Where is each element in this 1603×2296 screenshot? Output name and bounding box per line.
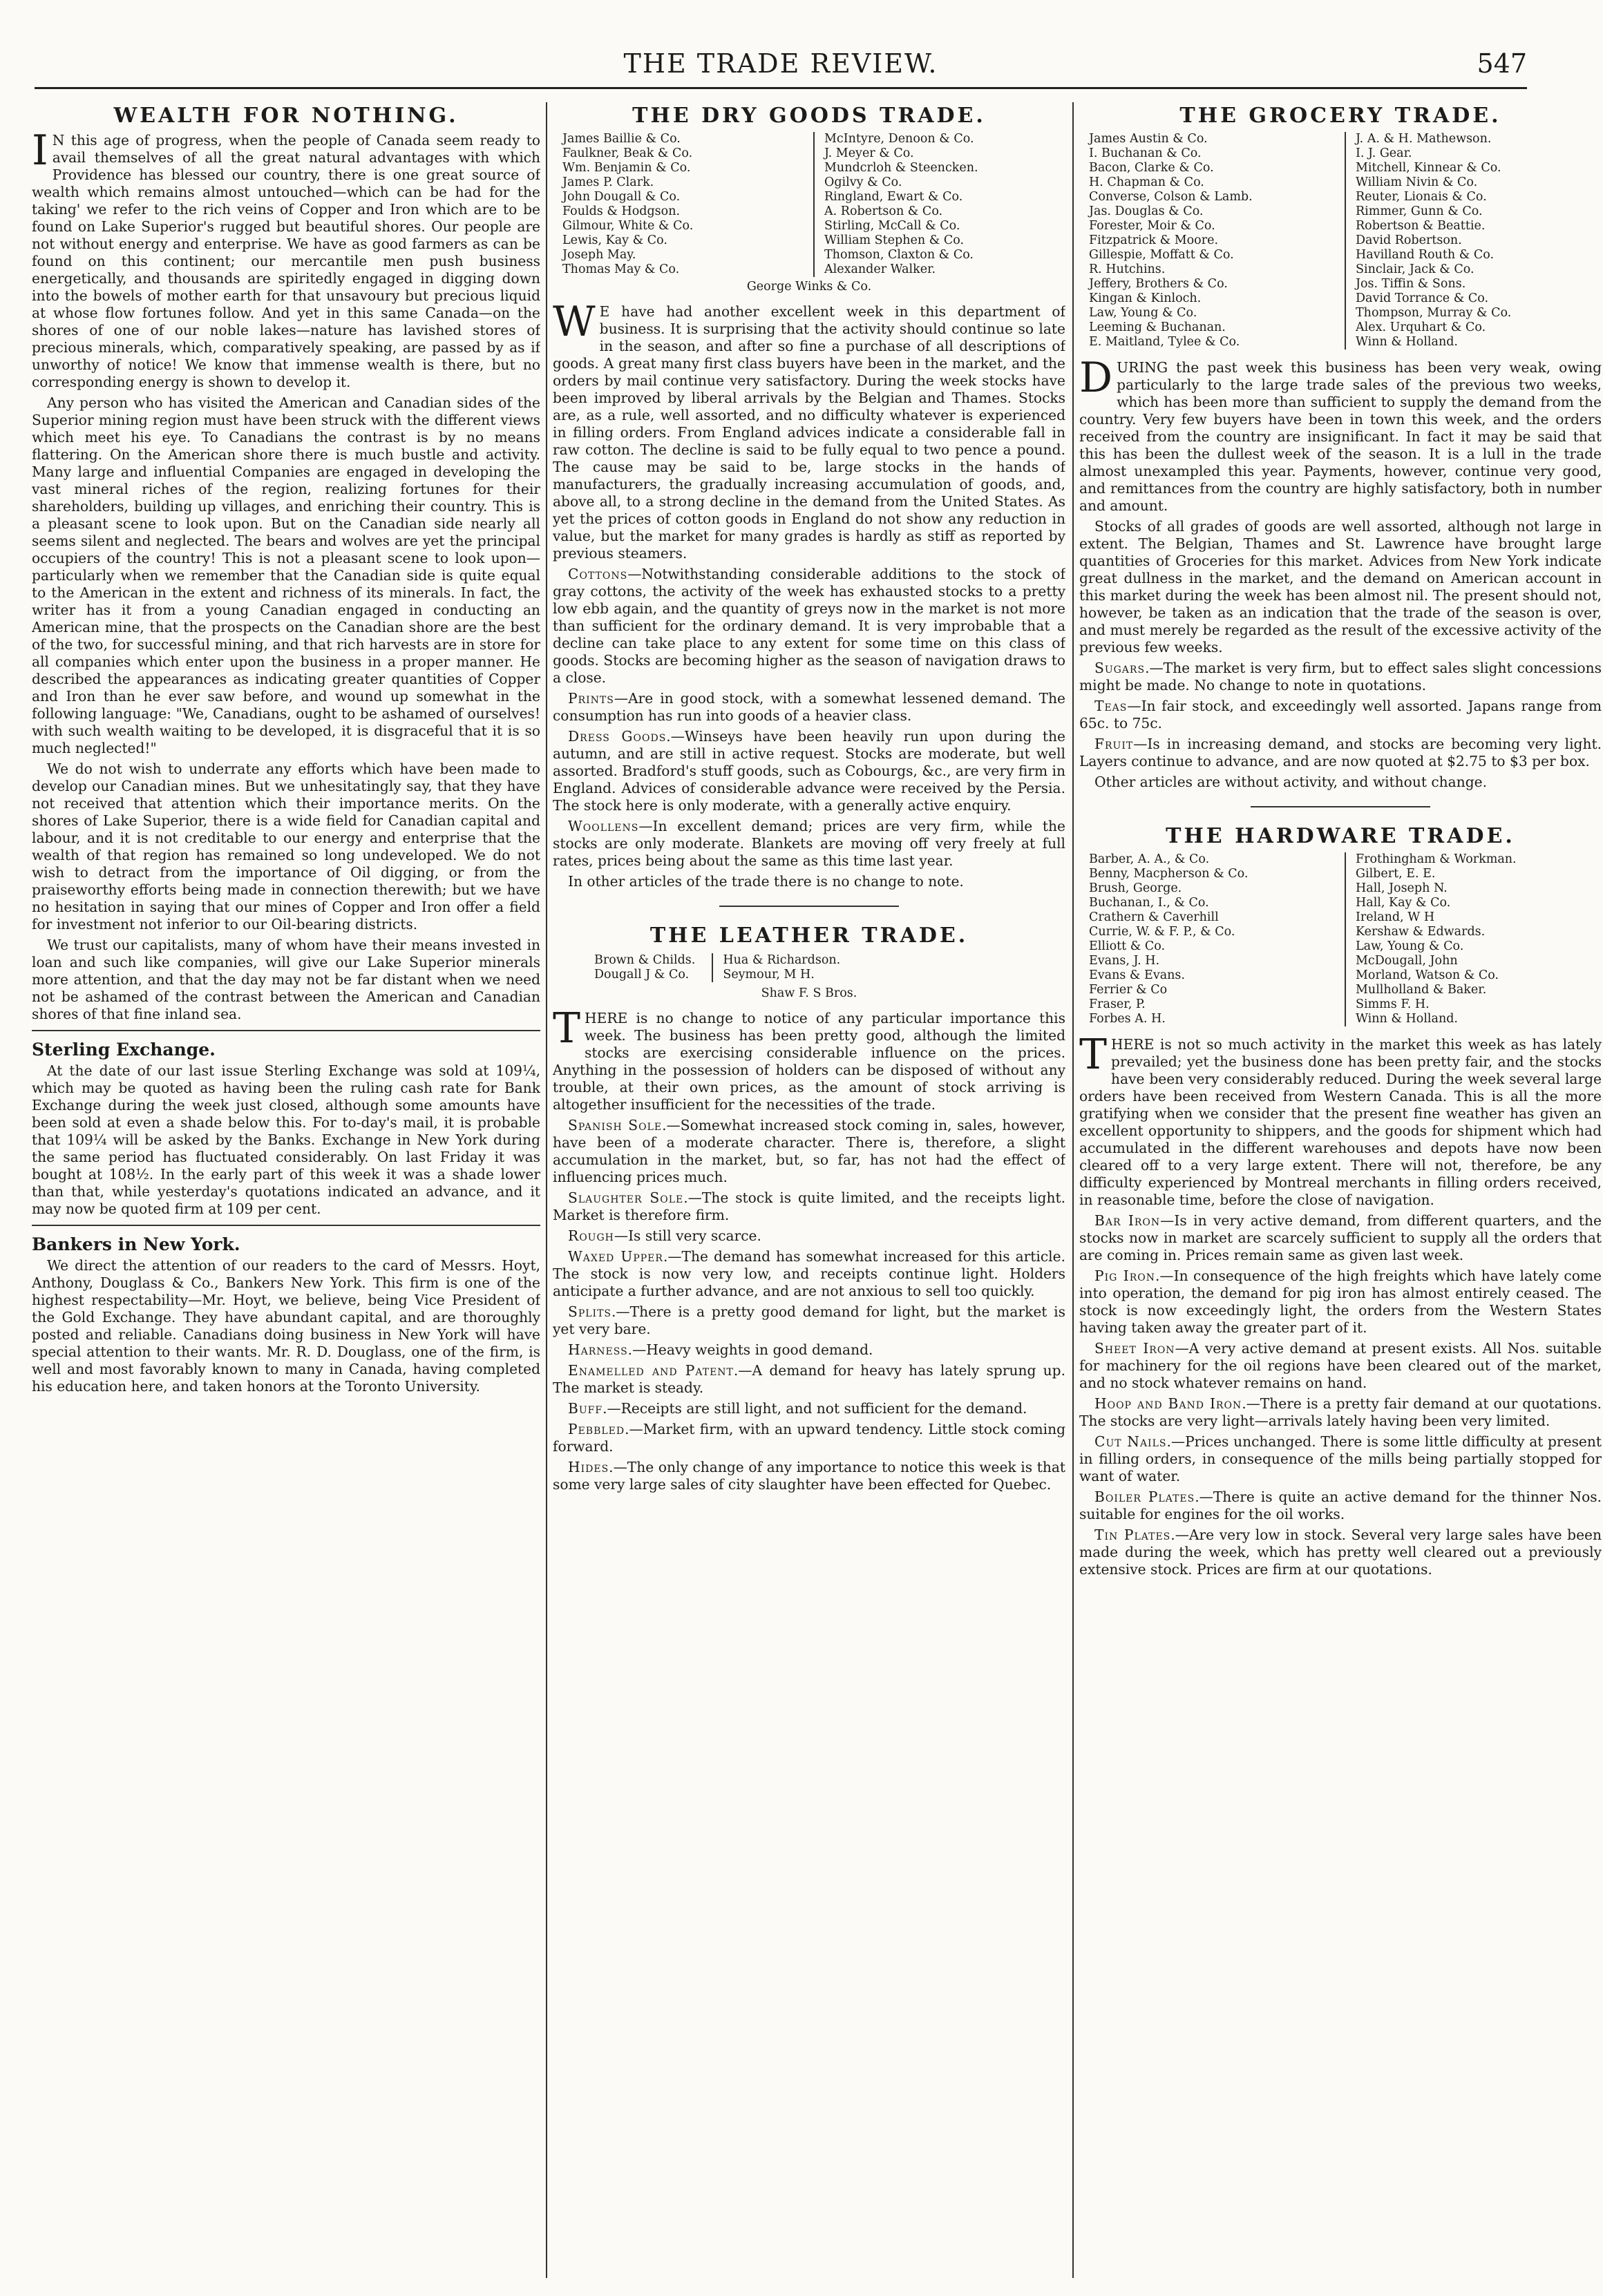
masthead-title: THE TRADE REVIEW. [623, 48, 938, 79]
item-lead: Boiler Plates [1094, 1489, 1195, 1505]
market-item [1079, 1340, 1602, 1392]
firm-name: Crathern & Caverhill [1089, 910, 1219, 924]
market-item [553, 1189, 1065, 1224]
market-item [553, 1227, 1065, 1245]
item-lead: Cut Nails [1094, 1433, 1167, 1450]
firm-name: Fitzpatrick & Moore. [1089, 233, 1219, 247]
market-item [553, 1303, 1065, 1338]
item-text: .—Are very low in stock. Several very large sales have been made during the week, which has pretty well cleared out a previously extensive stock. Prices are firm at our quotations. [1079, 1527, 1602, 1578]
drop-cap: W [553, 298, 596, 346]
market-item [553, 818, 1065, 870]
article-paragraph: W E have had another excellent week in this department of business. It is surprising that the activity should continue so late in the season, and after so fine a purchase of all descriptions of goods. A great many first class buyers have been in the market, and the orders by mail continue very satisfactory. During the week stocks have been improved by liberal arrivals by the Belgian and Thames. Stocks are, as a rule, well assorted, and no difficulty whatever is experienced in filling orders. From England advices indicate a considerable fall in raw cotton. The decline is said to be fully equal to two pence a pound. The cause may be said to be, large stocks in the hands of manufacturers, the gradually increasing accumulation of goods, and, above all, to a strong decline in the demand from the United States. As yet the prices of cotton goods in England do not show any reduction in value, but the market for many grades is hardly as stiff as reported by previous steamers. [553, 298, 1065, 562]
firm-name: Alex. Urquhart & Co. [1356, 321, 1486, 334]
article-paragraph: THERE is no change to notice of any particular importance this week. The business has been pretty good, although the limited stocks are exercising considerable influence on the prices. Anything in the possession of holders can be disposed of without any trouble, at their own prices, as the amount of stock arriving is altogether insufficient for the necessities of the trade. [553, 1004, 1065, 1113]
firm-name: Leeming & Buchanan. [1089, 321, 1226, 334]
article-paragraph: Stocks of all grades of goods are well assorted, although not large in extent. The Belgian, Thames and St. Lawrence have brought large quantities of Groceries for this market. Advices from New York indicate great dullness in the market, and the demand on American account in this market during the week has been almost nil. The present should not, however, be taken as an indication that the trade of the season is over, and must merely be regarded as the result of the excessive activity of the previous few weeks. [1079, 518, 1602, 656]
item-lead: Bar Iron [1094, 1212, 1161, 1229]
item-lead: Buff [568, 1400, 603, 1417]
page-number: 547 [1477, 48, 1527, 79]
firm-name: Hua & Richardson. [723, 953, 841, 967]
item-lead: Fruit [1094, 736, 1134, 752]
item-text: —Notwithstanding considerable additions to the stock of gray cottons, the activity of the week has exhausted stocks to a pretty low ebb again, and the quantity of greys now in the market is not more than sufficient for the ordinary demand. It is very improbable that a decline can take place to any extent for some time on this class of goods. Stocks are becoming higher as the season of navigation draws to a close. [553, 566, 1065, 686]
item-lead: Woollens [568, 818, 639, 834]
firm-name: Hall, Kay & Co. [1356, 896, 1451, 910]
article-paragraph: At the date of our last issue Sterling Exchange was sold at 109¼, which may be quoted as having been the ruling cash rate for Bank Exchange during the week just closed, although some amounts have been sold at even a shade below this. For to-day's mail, it is probable that 109¼ will be asked by the Banks. Exchange in New York during the same period has fluctuated considerably. On last Friday it was bought at 108½. In the early part of this week it was a shade lower than that, while yesterday's quotations indicated an advance, and it may now be quoted firm at 109 per cent. [32, 1062, 540, 1217]
item-lead: Hides [568, 1459, 609, 1475]
market-item [553, 1341, 1065, 1359]
market-item [1079, 698, 1602, 732]
item-lead: Rough [568, 1227, 614, 1244]
section-rule [719, 906, 899, 907]
item-text: .—There is a pretty fair demand at our quotations. The stocks are very light—arrivals lately having been very limited. [1079, 1395, 1602, 1429]
market-items [1079, 660, 1602, 791]
firm-name: Jeffery, Brothers & Co. [1089, 277, 1228, 291]
firm-name: Barber, A. A., & Co. [1089, 852, 1210, 866]
market-item [553, 1117, 1065, 1186]
firm-name: Rimmer, Gunn & Co. [1356, 204, 1483, 218]
firm-name: Frothingham & Workman. [1356, 852, 1517, 866]
market-item [553, 1248, 1065, 1300]
market-item [553, 873, 1065, 890]
section-title: THE DRY GOODS TRADE. [632, 104, 986, 128]
firm-list-left [1089, 852, 1331, 1026]
firm-name: Mundcrloh & Steencken. [824, 161, 978, 175]
item-text: In other articles of the trade there is no change to note. [568, 873, 964, 890]
market-item [1079, 1267, 1602, 1337]
item-text: .—Prices unchanged. There is some little difficulty at present in filling orders, in consequence of the mills being partially stopped for want of water. [1079, 1433, 1602, 1484]
firm-list-right [712, 953, 840, 982]
item-text: .—Market firm, with an upward tendency. Little stock coming forward. [553, 1421, 1065, 1455]
market-item [553, 1362, 1065, 1397]
firm-name: William Nivin & Co. [1356, 175, 1478, 189]
market-item [553, 566, 1065, 687]
firm-name: Hall, Joseph N. [1356, 881, 1448, 895]
firm-name: Evans, J. H. [1089, 954, 1160, 968]
item-text: —In excellent demand; prices are very firm, while the stocks are only moderate. Blankets are moving off very freely at full rates, prices being about the same as this time last year. [553, 818, 1065, 869]
item-text: —Is in increasing demand, and stocks are becoming very light. Layers continue to advance, and are now quoted at $2.75 to $3 per box. [1079, 736, 1602, 769]
firm-name: Mitchell, Kinnear & Co. [1356, 161, 1501, 175]
article-paragraph: Any person who has visited the American and Canadian sides of the Superior mining region must have been struck with the different views which meet his eye. To Canadians the contrast is by no means flattering. On the American shore there is much bustle and activity. Many large and influential Companies are engaged in developing the vast mineral riches of the region, realizing fortunes for their shareholders, building up villages, and enriching their country. This is a pleasant scene to look upon. But on the Canadian side nearly all seems silent and neglected. The bears and wolves are yet the principal occupiers of the country! This is not a pleasant scene to look upon—particularly when we remember that the Canadian side is quite equal to the American in the extent and richness of its minerals. In fact, the writer has it from a young Canadian engaged in conducting an American mine, that the prospects on the Canadian shore are the best of the two, for successful mining, and that rich harvests are in store for all companies which enter upon the business in a proper manner. He described the appearances as indicating greater quantities of Copper and Iron than he ever saw before, and wound up somewhat in the following language: "We, Canadians, ought to be ashamed of ourselves! with such wealth waiting to be developed, it is disgraceful that it is so much neglected!" [32, 394, 540, 756]
article-title: WEALTH FOR NOTHING. [113, 104, 459, 128]
item-text: —Is still very scarce. [614, 1227, 761, 1244]
subsection-title: Bankers in New York. [32, 1234, 240, 1254]
firm-name: McIntyre, Denoon & Co. [824, 132, 974, 146]
item-text: .—Heavy weights in good demand. [627, 1341, 873, 1358]
firm-list-footer: Shaw F. S Bros. [761, 986, 857, 1000]
firm-name: William Stephen & Co. [824, 233, 965, 247]
item-text: .—A demand for heavy has lately sprung up. The market is steady. [553, 1362, 1065, 1396]
firm-name: John Dougall & Co. [562, 190, 681, 204]
firm-name: Seymour, M H. [723, 968, 815, 982]
firm-name: Joseph May. [562, 248, 636, 262]
firm-list [562, 132, 1061, 277]
firm-name: James Baillie & Co. [562, 132, 681, 146]
firm-list [1089, 852, 1597, 1026]
firm-name: Wm. Benjamin & Co. [562, 161, 691, 175]
drop-cap: T [1079, 1031, 1108, 1079]
firm-name: Thomas May & Co. [562, 262, 680, 276]
market-item [553, 690, 1065, 725]
firm-name: McDougall, John [1356, 954, 1458, 968]
firm-name: Reuter, Lionais & Co. [1356, 190, 1487, 204]
firm-list [1089, 132, 1597, 350]
page-header [35, 43, 1527, 84]
firm-name: Evans & Evans. [1089, 968, 1185, 982]
item-lead: Harness [568, 1341, 628, 1358]
item-lead: Spanish Sole [568, 1117, 663, 1133]
item-text: .—There is quite an active demand for the thinner Nos. suitable for engines for the oil works. [1079, 1489, 1602, 1522]
firm-name: Forester, Moir & Co. [1089, 219, 1215, 233]
firm-name: Buchanan, I., & Co. [1089, 896, 1209, 910]
item-text: .—The market is very firm, but to effect sales slight concessions might be made. No change to note in quotations. [1079, 660, 1602, 693]
market-items [553, 1117, 1065, 1493]
firm-list-footer: George Winks & Co. [746, 280, 872, 294]
item-lead: Pig Iron [1094, 1267, 1155, 1284]
market-item [553, 728, 1065, 814]
firm-name: Brush, George. [1089, 881, 1182, 895]
firm-name: R. Hutchins. [1089, 262, 1166, 276]
firm-name: Lewis, Kay & Co. [562, 233, 667, 247]
item-lead: Cottons [568, 566, 628, 582]
firm-name: Foulds & Hodgson. [562, 204, 681, 218]
firm-list-left [562, 132, 799, 277]
section-title: THE GROCERY TRADE. [1179, 104, 1501, 128]
firm-name: Thomson, Claxton & Co. [824, 248, 974, 262]
firm-name: I. J. Gear. [1356, 146, 1412, 160]
section-title: THE LEATHER TRADE. [649, 924, 969, 948]
firm-name: Kingan & Kinloch. [1089, 291, 1202, 305]
item-text: .—There is a pretty good demand for light, but the market is yet very bare. [553, 1303, 1065, 1337]
item-text: .—Somewhat increased stock coming in, sales, however, have been of a moderate character. There is, therefore, a slight accumulation in the market, but, so far, has not had the effect of influencing prices much. [553, 1117, 1065, 1185]
firm-name: Morland, Watson & Co. [1356, 968, 1499, 982]
section-rule [32, 1225, 540, 1226]
article-paragraph: We do not wish to underrate any efforts which have been made to develop our Canadian mines. But we unhesitatingly say, that they have not received that attention which their importance merits. On the shores of Lake Superior, there is a wide field for Canadian capital and labour, and it is not creditable to our energy and enterprise that the wealth of that region has remained so long undeveloped. We do not wish to detract from the importance of Oil digging, or from the praiseworthy efforts being made in connection therewith; but we have no hesitation in saying that our mines of Copper and Iron offer a field for investment not inferior to our Oil-bearing districts. [32, 760, 540, 932]
article-paragraph: We direct the attention of our readers to the card of Messrs. Hoyt, Anthony, Douglass & Co., Bankers New York. This firm is one of the highest respectability—Mr. Hoyt, we believe, being Vice President of the Gold Exchange. They have abundant capital, and are thoroughly posted and reliable. Canadians doing business in New York will have special attention to their wants. Mr. R. D. Douglass, one of the firm, is well and most favorably known to many in Canada, having completed his education here, and taken honors at the Toronto University. [32, 1257, 540, 1395]
article-paragraph: We trust our capitalists, many of whom have their means invested in loan and such like companies, will give our Lake Superior minerals more attention, and that the day may not be far distant when we need not be ashamed of the contrast between the American and Canadian shores of that fine inland sea. [32, 937, 540, 1022]
subsection-title: Sterling Exchange. [32, 1040, 216, 1060]
firm-name: Mullholland & Baker. [1356, 983, 1487, 997]
firm-name: Law, Young & Co. [1356, 939, 1464, 953]
firm-list [594, 953, 1065, 982]
firm-name: Simms F. H. [1356, 997, 1430, 1011]
firm-list-right [1345, 132, 1597, 350]
firm-name: Ogilvy & Co. [824, 175, 902, 189]
market-item [1079, 1212, 1602, 1264]
firm-list-right [813, 132, 1061, 277]
firm-name: Thompson, Murray & Co. [1356, 306, 1512, 320]
header-rule [35, 87, 1527, 89]
firm-name: Ireland, W H [1356, 910, 1435, 924]
item-lead: Pebbled [568, 1421, 625, 1437]
market-item [1079, 660, 1602, 694]
market-item [1079, 774, 1602, 791]
item-lead: Sheet Iron [1094, 1340, 1175, 1357]
item-text: .—Receipts are still light, and not sufficient for the demand. [603, 1400, 1027, 1417]
market-item [1079, 1527, 1602, 1578]
column-divider [546, 102, 547, 2278]
firm-name: Jas. Douglas & Co. [1089, 204, 1204, 218]
firm-name: J. Meyer & Co. [824, 146, 914, 160]
market-item [1079, 1489, 1602, 1523]
item-text: —Are in good stock, with a somewhat lessened demand. The consumption has run into goods of a heavier class. [553, 690, 1065, 724]
firm-name: Elliott & Co. [1089, 939, 1166, 953]
market-item [553, 1459, 1065, 1493]
firm-name: Winn & Holland. [1356, 335, 1458, 349]
item-text: .—Winseys have been heavily run upon during the autumn, and are still in active request. Stocks are moderate, but well assorted. Bradford's stuff goods, such as Cobourgs, &c., are very firm in England. Advices of considerable advance were received by the Persia. The stock here is only moderate, with a generally active enquiry. [553, 728, 1065, 814]
firm-name: David Torrance & Co. [1356, 291, 1489, 305]
firm-name: J. A. & H. Mathewson. [1356, 132, 1492, 146]
drop-cap: D [1079, 354, 1113, 402]
firm-name: Stirling, McCall & Co. [824, 219, 960, 233]
item-lead: Hoop and Band Iron [1094, 1395, 1242, 1412]
firm-name: Sinclair, Jack & Co. [1356, 262, 1474, 276]
article-paragraph: I N this age of progress, when the people of Canada seem ready to avail themselves of all the great natural advantages with which Providence has blessed our country, there is one great source of wealth which remains almost untouched—which can be had for the taking' we refer to the rich veins of Copper and Iron which are to be found on Lake Superior's rugged but beautiful shores. Our people are not without energy and enterprise. We have as good farmers as can be found on this continent; our mercantile men push business energetically, and thousands are spiritedly engaged in digging down into the bowels of mother earth for that unsavoury but precious liquid at whose flow fortunes follow. And yet in this same Canada—on the shores of one of our noble lakes—nature has lavished stores of precious minerals, which, comparatively speaking, are passed by as if unworthy of notice! We know that immense wealth is there, but no corresponding energy is shown to develop it. [32, 126, 540, 390]
firm-name: H. Chapman & Co. [1089, 175, 1204, 189]
market-item [1079, 736, 1602, 770]
drop-cap: T [553, 1004, 581, 1053]
item-lead: Slaughter Sole [568, 1189, 684, 1206]
item-lead: Enamelled and Patent [568, 1362, 734, 1379]
firm-name: David Robertson. [1356, 233, 1462, 247]
firm-name: Robertson & Beattie. [1356, 219, 1486, 233]
item-text: —A very active demand at present exists. All Nos. suitable for machinery for the oil regions have been cleared out of the market, and no stock whatever remains on hand. [1079, 1340, 1602, 1391]
firm-name: Forbes A. H. [1089, 1012, 1166, 1026]
section-rule [1251, 806, 1430, 807]
item-lead: Sugars [1094, 660, 1146, 676]
market-item [1079, 1395, 1602, 1430]
column-divider [1072, 102, 1074, 2278]
section-title: THE HARDWARE TRADE. [1166, 824, 1515, 848]
firm-name: James P. Clark. [562, 175, 654, 189]
firm-name: Jos. Tiffin & Sons. [1356, 277, 1466, 291]
firm-name: Havilland Routh & Co. [1356, 248, 1495, 262]
firm-list-left [1089, 132, 1331, 350]
firm-name: Gilbert, E. E. [1356, 867, 1436, 881]
item-lead: Tin Plates [1094, 1527, 1171, 1543]
item-text: .—The stock is quite limited, and the receipts light. Market is therefore firm. [553, 1189, 1065, 1223]
item-lead: Waxed Upper [568, 1248, 663, 1265]
firm-name: Benny, Macpherson & Co. [1089, 867, 1249, 881]
firm-name: Dougall J & Co. [594, 968, 690, 982]
market-items [1079, 1212, 1602, 1578]
firm-name: Currie, W. & F. P., & Co. [1089, 925, 1235, 939]
firm-name: Kershaw & Edwards. [1356, 925, 1486, 939]
firm-list-left [594, 953, 695, 982]
item-lead: Teas [1094, 698, 1128, 714]
firm-name: I. Buchanan & Co. [1089, 146, 1202, 160]
firm-name: Law, Young & Co. [1089, 306, 1197, 320]
section-rule [32, 1030, 540, 1031]
firm-name: Converse, Colson & Lamb. [1089, 190, 1253, 204]
firm-name: A. Robertson & Co. [824, 204, 943, 218]
firm-name: Gilmour, White & Co. [562, 219, 694, 233]
column-dry-goods-leather [553, 104, 1065, 2273]
item-text: Other articles are without activity, and without change. [1094, 774, 1487, 790]
firm-name: James Austin & Co. [1089, 132, 1208, 146]
firm-name: Brown & Childs. [594, 953, 696, 967]
item-text: —Is in very active demand, from different quarters, and the stocks now in market are scarcely sufficient to supply all the orders that are coming in. Prices remain same as given last week. [1079, 1212, 1602, 1263]
market-item [553, 1400, 1065, 1417]
item-text: .—The only change of any importance to notice this week is that some very large sales of city slaughter have been effected for Quebec. [553, 1459, 1065, 1493]
firm-name: Gillespie, Moffatt & Co. [1089, 248, 1234, 262]
market-item [1079, 1433, 1602, 1485]
firm-name: Ringland, Ewart & Co. [824, 190, 963, 204]
firm-name: Winn & Holland. [1356, 1012, 1458, 1026]
market-item [553, 1421, 1065, 1455]
item-lead: Splits [568, 1303, 612, 1320]
firm-list-right [1345, 852, 1597, 1026]
article-paragraph: THERE is not so much activity in the market this week as has lately prevailed; yet the business done has been pretty fair, and the stocks have been very considerably reduced. During the week several large orders have been received from Western Canada. This is all the more gratifying when we consider that the present fine weather has given an excellent opportunity to shippers, and the goods for shipment which had accumulated in the different warehouses and depots have now been cleared off to a very large extent. There will not, therefore, be any difficulty experienced by Montreal merchants in filling orders received, in reasonable time, before the close of navigation. [1079, 1031, 1602, 1208]
drop-cap: I [32, 126, 48, 175]
firm-name: Bacon, Clarke & Co. [1089, 161, 1214, 175]
column-grocery-hardware [1079, 104, 1602, 2273]
article-paragraph: DURING the past week this business has been very weak, owing particularly to the large trade sales of the previous two weeks, which has been more than sufficient to supply the demand from the country. Very few buyers have been in town this week, and the orders received from the country are insignificant. In fact it may be said that this has been the dullest week of the season. It is a lull in the trade almost unexampled this year. Payments, however, continue very good, and remittances from the country are highly satisfactory, both in number and amount. [1079, 354, 1602, 514]
item-lead: Dress Goods [568, 728, 667, 745]
item-text: .—In consequence of the high freights which have lately come into operation, the demand for pig iron has almost entirely ceased. The stock is now exceedingly light, the orders from the Western States having taken away the greater part of it. [1079, 1267, 1602, 1336]
firm-name: Ferrier & Co [1089, 983, 1168, 997]
firm-name: Fraser, P. [1089, 997, 1146, 1011]
firm-name: Faulkner, Beak & Co. [562, 146, 693, 160]
item-lead: Prints [568, 690, 614, 707]
firm-name: Alexander Walker. [824, 262, 936, 276]
firm-name: E. Maitland, Tylee & Co. [1089, 335, 1240, 349]
market-items [553, 566, 1065, 890]
column-wealth-for-nothing [32, 104, 540, 2273]
item-text: —In fair stock, and exceedingly well assorted. Japans range from 65c. to 75c. [1079, 698, 1602, 731]
item-text: .—The demand has somewhat increased for this article. The stock is now very low, and receipts continue light. Holders anticipate a further advance, and are not anxious to sell too quickly. [553, 1248, 1065, 1299]
